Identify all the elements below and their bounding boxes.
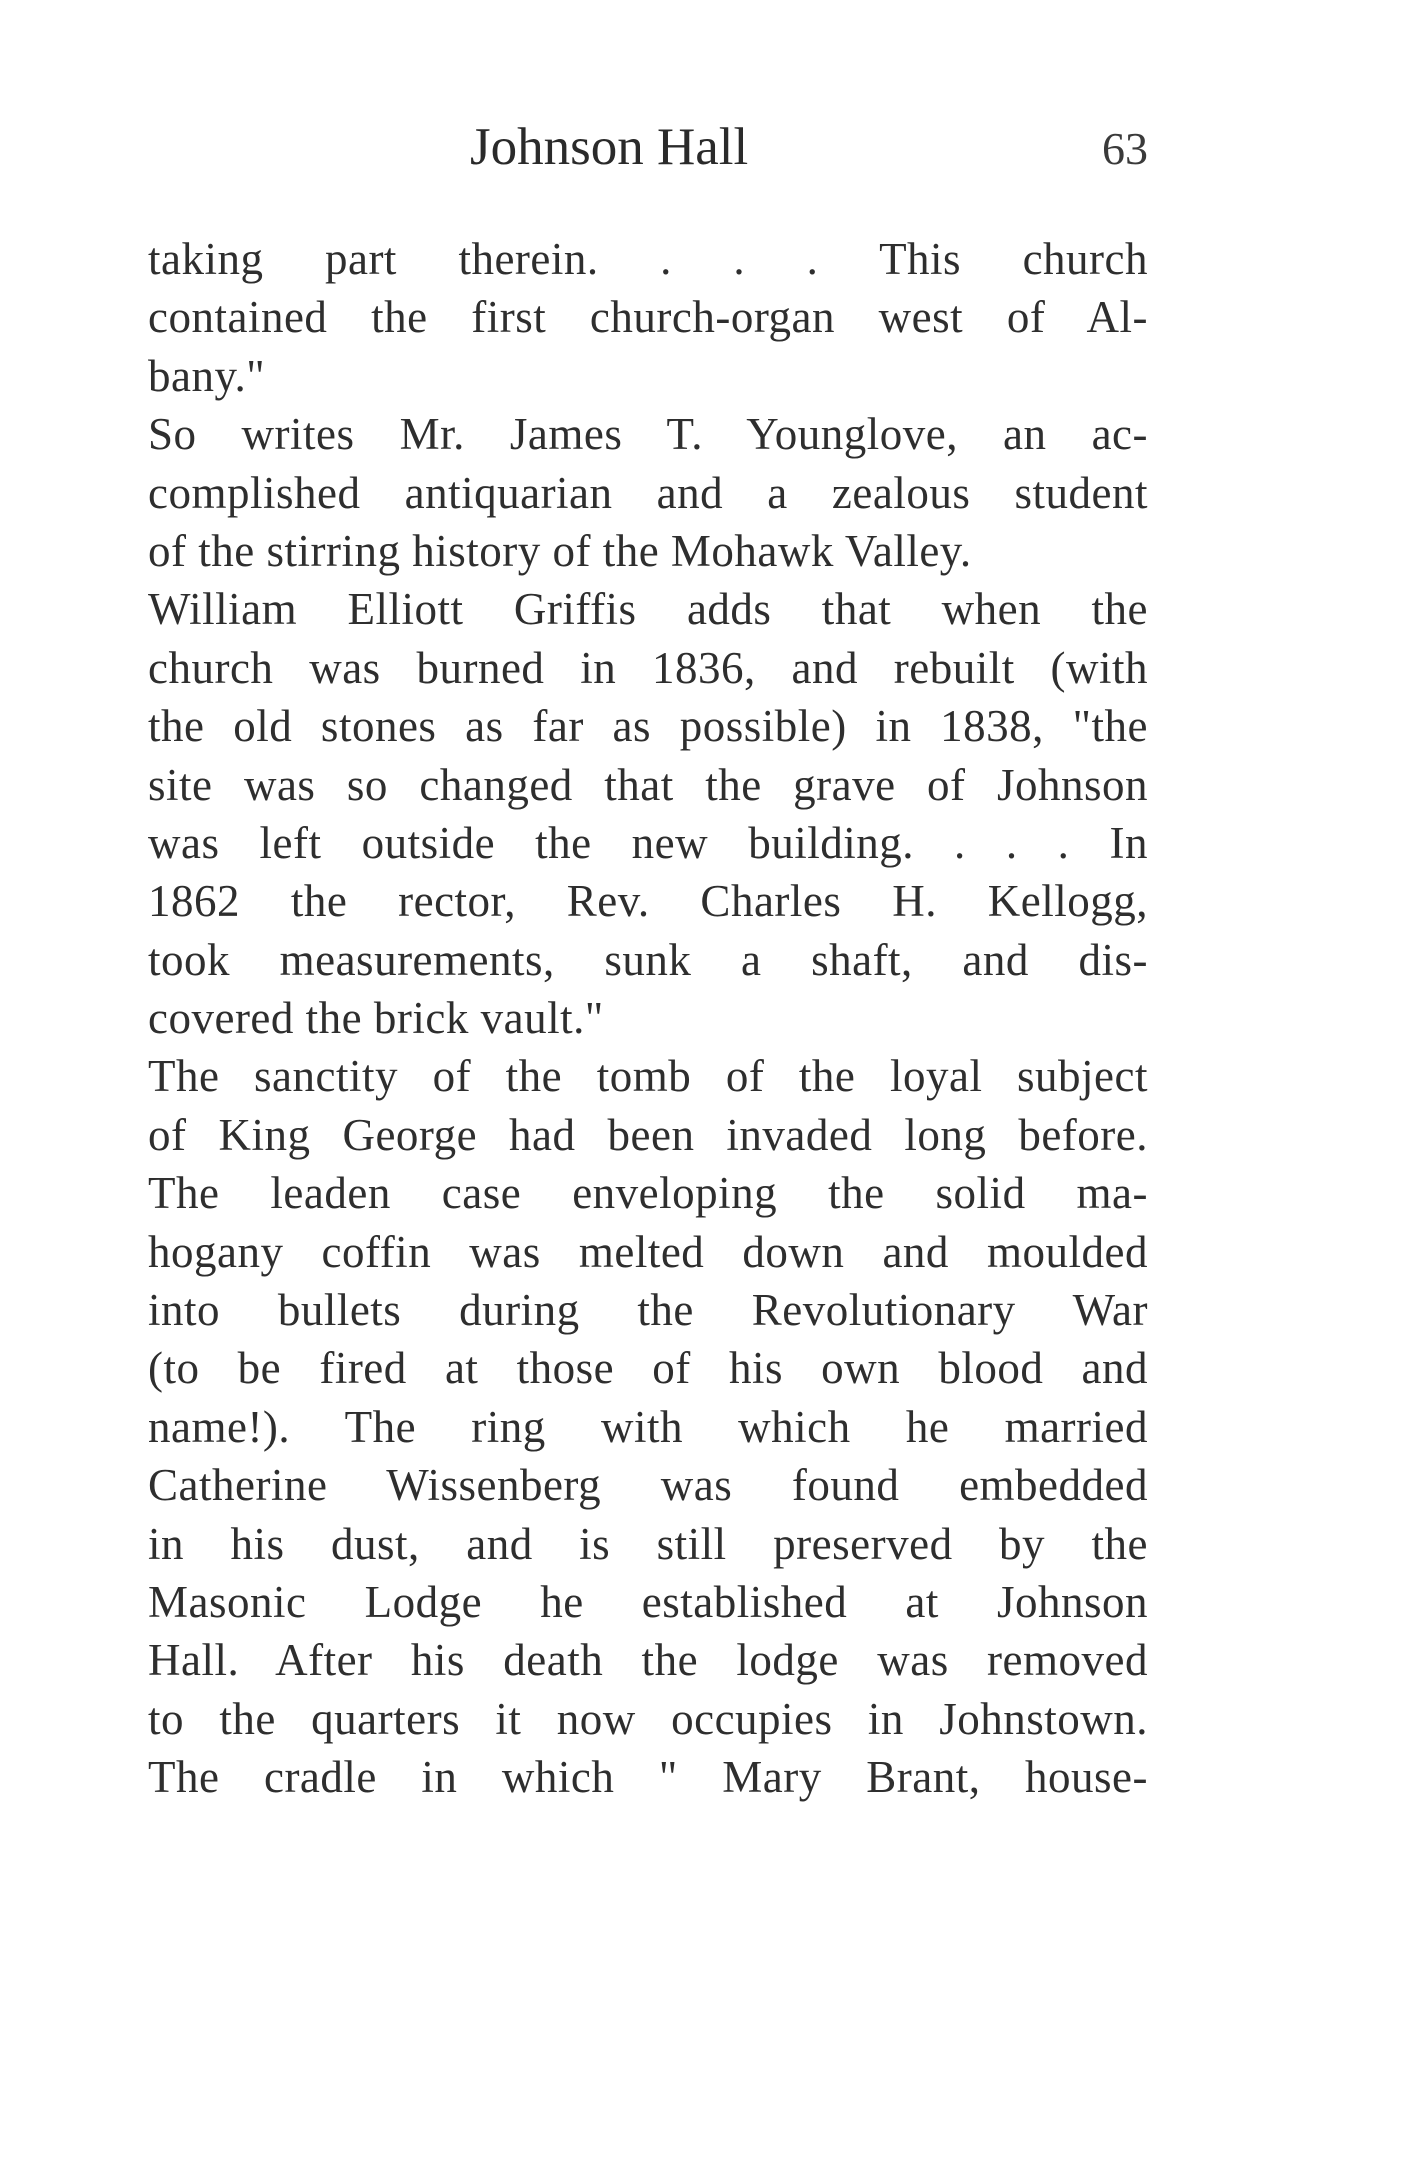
text-line: hogany coffin was melted down and moulded bbox=[148, 1226, 1148, 1277]
text-line: (to be fired at those of his own blood and bbox=[148, 1343, 1148, 1394]
running-head bbox=[148, 112, 1148, 182]
text-line: of the stirring history of the Mohawk Valley. bbox=[148, 525, 972, 576]
text-line: covered the brick vault." bbox=[148, 993, 604, 1044]
body-text bbox=[148, 230, 1148, 1807]
running-head-title: Johnson Hall bbox=[470, 118, 749, 176]
text-line: name!). The ring with which he married bbox=[148, 1401, 1148, 1452]
text-line: in his dust, and is still preserved by the bbox=[148, 1518, 1148, 1569]
text-line: took measurements, sunk a shaft, and dis- bbox=[148, 934, 1148, 985]
text-line: So writes Mr. James T. Younglove, an ac- bbox=[148, 409, 1148, 460]
text-line: of King George had been invaded long before. bbox=[148, 1109, 1148, 1160]
text-line: taking part therein. . . . This church bbox=[148, 234, 1148, 284]
text-line: was left outside the new building. . . . In bbox=[148, 817, 1148, 868]
text-line: the old stones as far as possible) in 1838, "the bbox=[148, 701, 1148, 752]
page-number: 63 bbox=[1102, 123, 1148, 174]
text-line: complished antiquarian and a zealous student bbox=[148, 467, 1148, 518]
text-line: William Elliott Griffis adds that when the bbox=[148, 584, 1148, 635]
text-line: contained the first church-organ west of Al- bbox=[148, 292, 1148, 343]
text-line: Masonic Lodge he established at Johnson bbox=[148, 1576, 1148, 1627]
text-line: 1862 the rector, Rev. Charles H. Kellogg, bbox=[148, 876, 1148, 927]
text-line: church was burned in 1836, and rebuilt (with bbox=[148, 642, 1148, 693]
text-line: The cradle in which " Mary Brant, house- bbox=[148, 1752, 1148, 1803]
text-line: bany." bbox=[148, 350, 266, 401]
text-line: The leaden case enveloping the solid ma- bbox=[148, 1168, 1148, 1219]
text-line: into bullets during the Revolutionary War bbox=[148, 1285, 1148, 1336]
text-line: The sanctity of the tomb of the loyal subject bbox=[148, 1051, 1148, 1102]
text-line: Hall. After his death the lodge was removed bbox=[148, 1635, 1148, 1686]
text-line: Catherine Wissenberg was found embedded bbox=[148, 1460, 1148, 1511]
text-line: to the quarters it now occupies in Johnstown. bbox=[148, 1693, 1148, 1744]
text-line: site was so changed that the grave of Johnson bbox=[148, 759, 1148, 810]
